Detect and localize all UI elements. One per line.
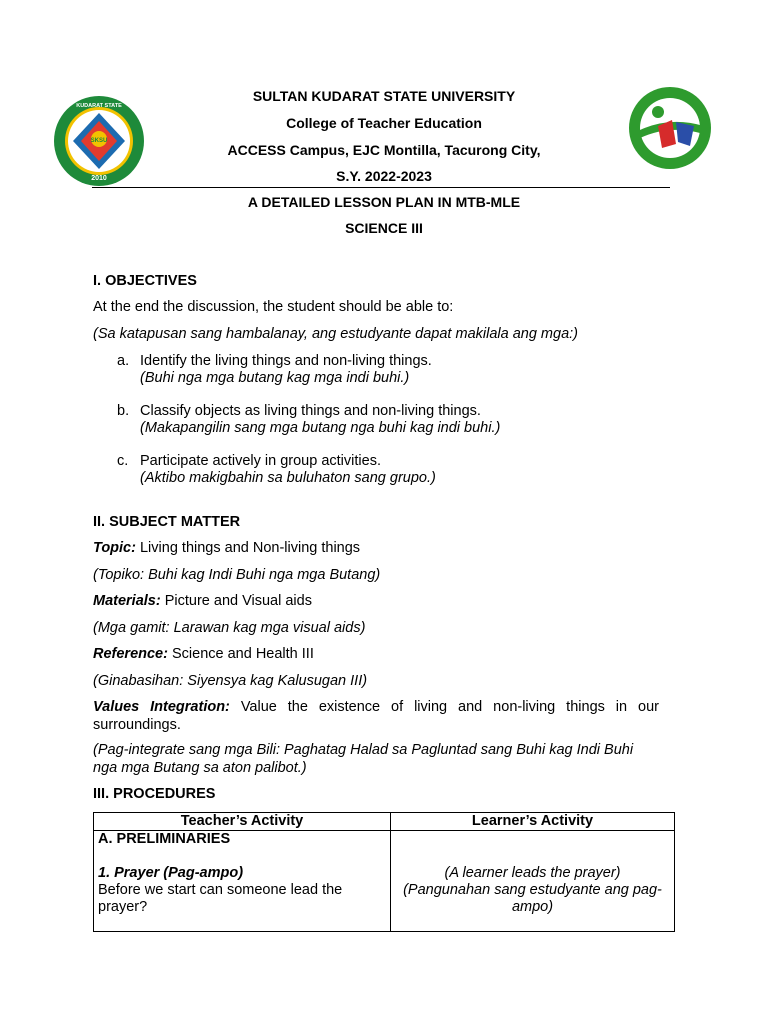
objective-text: Classify objects as living things and non-living things. [140, 403, 481, 419]
table-header-row [94, 813, 675, 831]
topic-label: Topic: [93, 540, 136, 556]
svg-text:SKSU: SKSU [90, 138, 108, 144]
values-label: Values Integration: [93, 699, 230, 715]
reference-label: Reference: [93, 646, 168, 662]
objective-item [140, 353, 432, 387]
teacher-column-header: Teacher’s Activity [94, 813, 391, 831]
values-value: Value the existence of living and non-living things in our surroundings. [93, 699, 659, 733]
objective-item [140, 403, 500, 437]
objectives-intro: At the end the discussion, the student should be able to: [93, 299, 454, 315]
campus-address: ACCESS Campus, EJC Montilla, Tacurong City, [227, 142, 541, 158]
prayer-step-title: 1. Prayer (Pag-ampo) [98, 865, 244, 881]
procedures-table [93, 812, 675, 932]
svg-text:KUDARAT STATE: KUDARAT STATE [76, 103, 122, 109]
learner-response-translation: (Pangunahan sang estudyante ang pag-ampo) [403, 882, 662, 915]
objective-item [140, 453, 436, 487]
objective-text: Identify the living things and non-living things. [140, 353, 432, 369]
svg-text:2010: 2010 [91, 175, 107, 182]
values-integration [93, 699, 659, 734]
learner-column-header: Learner’s Activity [391, 813, 675, 831]
procedures-heading: III. PROCEDURES [93, 786, 216, 802]
university-name: SULTAN KUDARAT STATE UNIVERSITY [252, 88, 516, 104]
materials-label: Materials: [93, 593, 161, 609]
values-translation: (Pag-integrate sang mga Bili: Paghatag Halad sa Pagluntad sang Buhi kag Indi Buhi nga mga Butang sa aton palibot.) [93, 742, 634, 776]
subject-matter-heading: II. SUBJECT MATTER [93, 514, 241, 530]
objectives-heading: I. OBJECTIVES [93, 273, 197, 289]
topic-line [93, 540, 360, 556]
topic-value: Living things and Non-living things [135, 540, 361, 556]
reference-value: Science and Health III [167, 646, 314, 662]
objective-translation: (Buhi nga mga butang kag mga indi buhi.) [140, 370, 410, 386]
objective-letter: c. [117, 453, 129, 469]
plan-title: A DETAILED LESSON PLAN IN MTB-MLE [247, 194, 521, 210]
materials-value: Picture and Visual aids [160, 593, 312, 609]
objective-translation: (Makapangilin sang mga butang nga buhi kag indi buhi.) [140, 420, 501, 436]
learner-activity-cell [391, 831, 675, 932]
objective-translation: (Aktibo makigbahin sa buluhaton sang grupo.) [140, 470, 436, 486]
topic-translation: (Topiko: Buhi kag Indi Buhi nga mga Butang) [93, 567, 381, 583]
subject-title: SCIENCE III [345, 220, 423, 236]
materials-translation: (Mga gamit: Larawan kag mga visual aids) [93, 620, 366, 636]
teacher-instruction: Before we start can someone lead the prayer? [98, 882, 343, 915]
teacher-activity-cell [94, 831, 391, 932]
reference-line [93, 646, 314, 662]
header-divider [92, 187, 670, 188]
table-row [94, 831, 675, 932]
objective-letter: b. [117, 403, 130, 419]
learner-response: (A learner leads the prayer) [444, 865, 621, 881]
objectives-intro-translation: (Sa katapusan sang hambalanay, ang estudyante dapat makilala ang mga:) [93, 326, 578, 342]
preliminaries-heading: A. PRELIMINARIES [98, 831, 231, 847]
materials-line [93, 593, 312, 609]
school-year: S.Y. 2022-2023 [336, 168, 432, 184]
objective-text: Participate actively in group activities. [140, 453, 381, 469]
objective-letter: a. [117, 353, 130, 369]
college-name: College of Teacher Education [286, 115, 482, 131]
reference-translation: (Ginabasihan: Siyensya kag Kalusugan III) [93, 673, 368, 689]
